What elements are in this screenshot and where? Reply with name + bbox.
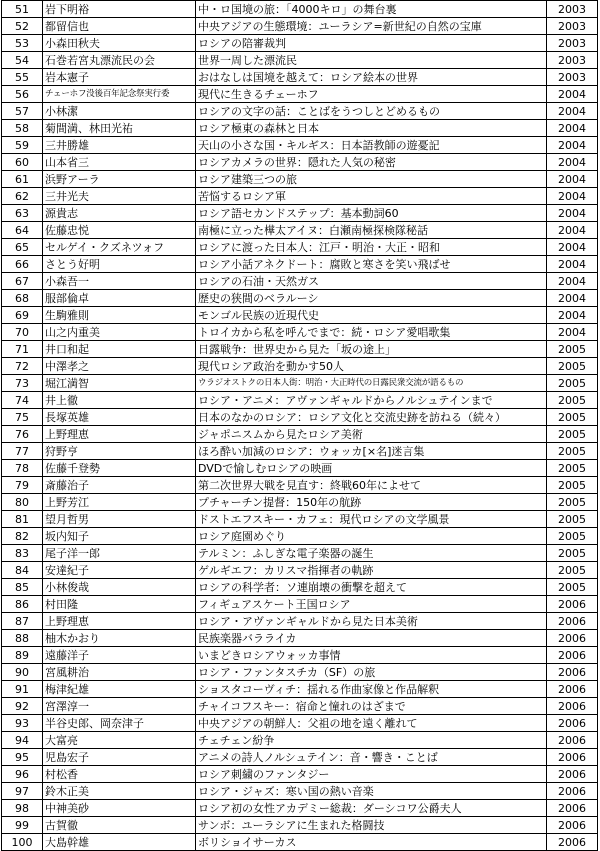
- row-number: 98: [2, 800, 43, 817]
- table-row: [2, 222, 598, 239]
- author-cell: 三井勝雄: [43, 137, 196, 154]
- table-row: [2, 715, 598, 732]
- year-cell: 2005: [547, 528, 598, 545]
- author-cell: 柚木かおり: [43, 630, 196, 647]
- author-cell: 安達紀子: [43, 562, 196, 579]
- row-number: 87: [2, 613, 43, 630]
- title-cell: ロシア・アヴァンギャルドから見た日本美術: [196, 613, 547, 630]
- author-cell: 都留信也: [43, 18, 196, 35]
- year-cell: 2005: [547, 545, 598, 562]
- table-row: [2, 273, 598, 290]
- author-cell: 上野芳江: [43, 494, 196, 511]
- table-row: [2, 324, 598, 341]
- author-cell: 佐藤千登勢: [43, 460, 196, 477]
- author-cell: 堀江満智: [43, 375, 196, 392]
- row-number: 82: [2, 528, 43, 545]
- row-number: 93: [2, 715, 43, 732]
- title-cell: ロシア建築三つの旅: [196, 171, 547, 188]
- title-cell: ロシア刺繍のファンタジー: [196, 766, 547, 783]
- author-cell: 小森田秋夫: [43, 35, 196, 52]
- year-cell: 2003: [547, 1, 598, 18]
- row-number: 64: [2, 222, 43, 239]
- title-cell: ロシアの石油・天然ガス: [196, 273, 547, 290]
- table-row: [2, 1, 598, 18]
- title-cell: ほろ酔い加減のロシア：ウォッカ[×名]迷言集: [196, 443, 547, 460]
- year-cell: 2006: [547, 613, 598, 630]
- title-cell: 日本のなかのロシア：ロシア文化と交流史跡を訪ねる（続々）: [196, 409, 547, 426]
- row-number: 58: [2, 120, 43, 137]
- row-number: 53: [2, 35, 43, 52]
- table-row: [2, 460, 598, 477]
- table-row: [2, 18, 598, 35]
- year-cell: 2006: [547, 732, 598, 749]
- author-cell: 岩下明裕: [43, 1, 196, 18]
- row-number: 60: [2, 154, 43, 171]
- year-cell: 2003: [547, 69, 598, 86]
- row-number: 70: [2, 324, 43, 341]
- table-row: [2, 834, 598, 851]
- author-cell: 小森吾一: [43, 273, 196, 290]
- title-cell: ロシア初の女性アカデミー総裁：ダーシコワ公爵夫人: [196, 800, 547, 817]
- author-cell: 鈴木正美: [43, 783, 196, 800]
- row-number: 97: [2, 783, 43, 800]
- title-cell: ロシアカメラの世界：隠れた人気の秘密: [196, 154, 547, 171]
- table-row: [2, 409, 598, 426]
- table-row: [2, 562, 598, 579]
- table-row: [2, 749, 598, 766]
- row-number: 85: [2, 579, 43, 596]
- table-row: [2, 188, 598, 205]
- year-cell: 2004: [547, 256, 598, 273]
- year-cell: 2004: [547, 137, 598, 154]
- year-cell: 2006: [547, 664, 598, 681]
- title-cell: 天山の小さな国・キルギス：日本語教師の遊憂記: [196, 137, 547, 154]
- title-cell: ロシアの文字の話：ことばをうつしとどめるもの: [196, 103, 547, 120]
- table-row: [2, 732, 598, 749]
- author-cell: 梅津紀雄: [43, 681, 196, 698]
- author-cell: 源貴志: [43, 205, 196, 222]
- title-cell: 南極に立った樺太アイヌ：白瀬南極探検隊秘話: [196, 222, 547, 239]
- author-cell: 佐藤忠悦: [43, 222, 196, 239]
- author-cell: 山之内重美: [43, 324, 196, 341]
- table-row: [2, 375, 598, 392]
- title-cell: 日露戦争：世界史から見た「坂の途上」: [196, 341, 547, 358]
- table-row: [2, 358, 598, 375]
- title-cell: チェチェン紛争: [196, 732, 547, 749]
- year-cell: 2006: [547, 596, 598, 613]
- row-number: 54: [2, 52, 43, 69]
- author-cell: 小林潔: [43, 103, 196, 120]
- author-cell: 井口和起: [43, 341, 196, 358]
- year-cell: 2005: [547, 477, 598, 494]
- author-cell: 村田隆: [43, 596, 196, 613]
- table-row: [2, 545, 598, 562]
- table-row: [2, 205, 598, 222]
- author-cell: 岩本憲子: [43, 69, 196, 86]
- table-row: [2, 477, 598, 494]
- year-cell: 2004: [547, 120, 598, 137]
- year-cell: 2004: [547, 103, 598, 120]
- year-cell: 2005: [547, 426, 598, 443]
- year-cell: 2006: [547, 817, 598, 834]
- title-cell: ショスタコーヴィチ：揺れる作曲家像と作品解釈: [196, 681, 547, 698]
- title-cell: ドストエフスキー・カフェ：現代ロシアの文学風景: [196, 511, 547, 528]
- table-row: [2, 35, 598, 52]
- year-cell: 2005: [547, 460, 598, 477]
- table-row: [2, 630, 598, 647]
- title-cell: ロシア極東の森林と日本: [196, 120, 547, 137]
- title-cell: アニメの詩人ノルシュテイン：音・響き・ことば: [196, 749, 547, 766]
- author-cell: 長塚英雄: [43, 409, 196, 426]
- author-cell: 服部倫卓: [43, 290, 196, 307]
- author-cell: 宮風耕治: [43, 664, 196, 681]
- author-cell: セルゲイ・クズネツォフ: [43, 239, 196, 256]
- year-cell: 2006: [547, 647, 598, 664]
- year-cell: 2005: [547, 375, 598, 392]
- year-cell: 2004: [547, 273, 598, 290]
- title-cell: サンボ：ユーラシアに生まれた格闘技: [196, 817, 547, 834]
- author-cell: 尾子洋一郎: [43, 545, 196, 562]
- table-row: [2, 443, 598, 460]
- title-cell: テルミン：ふしぎな電子楽器の誕生: [196, 545, 547, 562]
- row-number: 69: [2, 307, 43, 324]
- title-cell: ロシア小話アネクドート：腐敗と寒さを笑い飛ばせ: [196, 256, 547, 273]
- table-row: [2, 137, 598, 154]
- table-row: [2, 103, 598, 120]
- year-cell: 2006: [547, 630, 598, 647]
- table-row: [2, 681, 598, 698]
- title-cell: ロシアに渡った日本人：江戸・明治・大正・昭和: [196, 239, 547, 256]
- row-number: 52: [2, 18, 43, 35]
- author-cell: 村松香: [43, 766, 196, 783]
- table-row: [2, 52, 598, 69]
- author-cell: 遠藤洋子: [43, 647, 196, 664]
- title-cell: いまどきロシアウォッカ事情: [196, 647, 547, 664]
- year-cell: 2005: [547, 409, 598, 426]
- table-row: [2, 426, 598, 443]
- table-row: [2, 120, 598, 137]
- title-cell: トロイカから私を呼んでまで：続・ロシア愛唱歌集: [196, 324, 547, 341]
- author-cell: 浜野アーラ: [43, 171, 196, 188]
- title-cell: ロシアの陪審裁判: [196, 35, 547, 52]
- year-cell: 2006: [547, 783, 598, 800]
- table-row: [2, 766, 598, 783]
- year-cell: 2005: [547, 562, 598, 579]
- year-cell: 2006: [547, 715, 598, 732]
- year-cell: 2005: [547, 494, 598, 511]
- table-row: [2, 154, 598, 171]
- year-cell: 2006: [547, 766, 598, 783]
- author-cell: 古賀徹: [43, 817, 196, 834]
- year-cell: 2004: [547, 205, 598, 222]
- author-cell: 上野理恵: [43, 613, 196, 630]
- row-number: 73: [2, 375, 43, 392]
- year-cell: 2005: [547, 511, 598, 528]
- author-cell: 斎藤治子: [43, 477, 196, 494]
- table-row: [2, 307, 598, 324]
- title-cell: 苦悩するロシア軍: [196, 188, 547, 205]
- author-cell: チェーホフ没後百年記念祭実行委: [43, 86, 196, 103]
- author-cell: 宮澤淳一: [43, 698, 196, 715]
- table-row: [2, 256, 598, 273]
- author-cell: 生駒雅則: [43, 307, 196, 324]
- author-cell: 大富亮: [43, 732, 196, 749]
- author-cell: 三井光夫: [43, 188, 196, 205]
- title-cell: 中央アジアの生態環境：ユーラシア=新世紀の自然の宝庫: [196, 18, 547, 35]
- year-cell: 2004: [547, 154, 598, 171]
- row-number: 72: [2, 358, 43, 375]
- year-cell: 2004: [547, 239, 598, 256]
- row-number: 88: [2, 630, 43, 647]
- row-number: 78: [2, 460, 43, 477]
- table-row: [2, 647, 598, 664]
- author-cell: 小林俊哉: [43, 579, 196, 596]
- year-cell: 2006: [547, 698, 598, 715]
- title-cell: ジャポニスムから見たロシア美術: [196, 426, 547, 443]
- title-cell: ロシア・ジャズ：寒い国の熱い音楽: [196, 783, 547, 800]
- row-number: 68: [2, 290, 43, 307]
- table-row: [2, 664, 598, 681]
- table-row: [2, 171, 598, 188]
- row-number: 81: [2, 511, 43, 528]
- row-number: 80: [2, 494, 43, 511]
- title-cell: 世界一周した漂流民: [196, 52, 547, 69]
- author-cell: 菊間満、林田光祐: [43, 120, 196, 137]
- row-number: 83: [2, 545, 43, 562]
- year-cell: 2003: [547, 52, 598, 69]
- row-number: 92: [2, 698, 43, 715]
- table-row: [2, 86, 598, 103]
- year-cell: 2004: [547, 290, 598, 307]
- author-cell: 児島宏子: [43, 749, 196, 766]
- row-number: 79: [2, 477, 43, 494]
- title-cell: おはなしは国境を越えて：ロシア絵本の世界: [196, 69, 547, 86]
- author-cell: 中神美砂: [43, 800, 196, 817]
- year-cell: 2005: [547, 392, 598, 409]
- table-row: [2, 528, 598, 545]
- row-number: 63: [2, 205, 43, 222]
- table-row: [2, 579, 598, 596]
- row-number: 65: [2, 239, 43, 256]
- row-number: 91: [2, 681, 43, 698]
- year-cell: 2004: [547, 188, 598, 205]
- table-row: [2, 698, 598, 715]
- year-cell: 2004: [547, 324, 598, 341]
- author-cell: 石巻若宮丸漂流民の会: [43, 52, 196, 69]
- title-cell: フィギュアスケート王国ロシア: [196, 596, 547, 613]
- title-cell: ロシア・アニメ：アヴァンギャルドからノルシュテインまで: [196, 392, 547, 409]
- author-cell: 井上徹: [43, 392, 196, 409]
- year-cell: 2004: [547, 307, 598, 324]
- row-number: 55: [2, 69, 43, 86]
- table-row: [2, 494, 598, 511]
- year-cell: 2005: [547, 341, 598, 358]
- title-cell: モンゴル民族の近現代史: [196, 307, 547, 324]
- row-number: 84: [2, 562, 43, 579]
- table-row: [2, 511, 598, 528]
- row-number: 89: [2, 647, 43, 664]
- author-cell: 大島幹雄: [43, 834, 196, 851]
- author-cell: 望月哲男: [43, 511, 196, 528]
- year-cell: 2004: [547, 86, 598, 103]
- row-number: 62: [2, 188, 43, 205]
- author-cell: 中澤孝之: [43, 358, 196, 375]
- title-cell: ロシア庭園めぐり: [196, 528, 547, 545]
- row-number: 94: [2, 732, 43, 749]
- title-cell: ボリショイサーカス: [196, 834, 547, 851]
- year-cell: 2005: [547, 579, 598, 596]
- title-cell: 現代に生きるチェーホフ: [196, 86, 547, 103]
- title-cell: ウラジオストクの日本人街：明治・大正時代の日露民衆交流が語るもの: [196, 375, 547, 392]
- year-cell: 2005: [547, 443, 598, 460]
- row-number: 76: [2, 426, 43, 443]
- title-cell: 第二次世界大戦を見直す：終戦60年によせて: [196, 477, 547, 494]
- year-cell: 2005: [547, 358, 598, 375]
- author-cell: 上野理恵: [43, 426, 196, 443]
- title-cell: 現代ロシア政治を動かす50人: [196, 358, 547, 375]
- title-cell: ロシア・ファンタスチカ（SF）の旅: [196, 664, 547, 681]
- year-cell: 2004: [547, 171, 598, 188]
- row-number: 56: [2, 86, 43, 103]
- author-cell: 坂内知子: [43, 528, 196, 545]
- title-cell: 中央アジアの朝鮮人：父祖の地を遠く離れて: [196, 715, 547, 732]
- author-cell: 山本省三: [43, 154, 196, 171]
- table-row: [2, 290, 598, 307]
- year-cell: 2006: [547, 749, 598, 766]
- title-cell: ロシアの科学者：ソ連崩壊の衝撃を超えて: [196, 579, 547, 596]
- year-cell: 2003: [547, 35, 598, 52]
- author-cell: 半谷史郎、岡奈津子: [43, 715, 196, 732]
- row-number: 66: [2, 256, 43, 273]
- row-number: 96: [2, 766, 43, 783]
- row-number: 57: [2, 103, 43, 120]
- table-row: [2, 239, 598, 256]
- row-number: 100: [2, 834, 43, 851]
- title-cell: ロシア語セカンドステップ：基本動詞60: [196, 205, 547, 222]
- row-number: 75: [2, 409, 43, 426]
- year-cell: 2003: [547, 18, 598, 35]
- row-number: 77: [2, 443, 43, 460]
- row-number: 99: [2, 817, 43, 834]
- title-cell: プチャーチン提督：150年の航跡: [196, 494, 547, 511]
- book-list-table: [1, 0, 598, 851]
- author-cell: さとう好明: [43, 256, 196, 273]
- row-number: 59: [2, 137, 43, 154]
- row-number: 95: [2, 749, 43, 766]
- title-cell: 民族楽器バラライカ: [196, 630, 547, 647]
- table-row: [2, 392, 598, 409]
- year-cell: 2006: [547, 681, 598, 698]
- year-cell: 2006: [547, 800, 598, 817]
- row-number: 61: [2, 171, 43, 188]
- table-row: [2, 596, 598, 613]
- year-cell: 2006: [547, 834, 598, 851]
- table-body: [2, 1, 598, 851]
- title-cell: DVDで愉しむロシアの映画: [196, 460, 547, 477]
- row-number: 86: [2, 596, 43, 613]
- title-cell: 歴史の狭間のベラルーシ: [196, 290, 547, 307]
- table-row: [2, 613, 598, 630]
- author-cell: 狩野亨: [43, 443, 196, 460]
- row-number: 74: [2, 392, 43, 409]
- table-row: [2, 783, 598, 800]
- row-number: 67: [2, 273, 43, 290]
- title-cell: ゲルギエフ：カリスマ指揮者の軌跡: [196, 562, 547, 579]
- row-number: 71: [2, 341, 43, 358]
- title-cell: チャイコフスキー：宿命と憧れのはざまで: [196, 698, 547, 715]
- year-cell: 2004: [547, 222, 598, 239]
- table-row: [2, 341, 598, 358]
- table-row: [2, 69, 598, 86]
- row-number: 90: [2, 664, 43, 681]
- title-cell: 中・ロ国境の旅：「4000キロ」の舞台裏: [196, 1, 547, 18]
- row-number: 51: [2, 1, 43, 18]
- table-row: [2, 817, 598, 834]
- table-row: [2, 800, 598, 817]
